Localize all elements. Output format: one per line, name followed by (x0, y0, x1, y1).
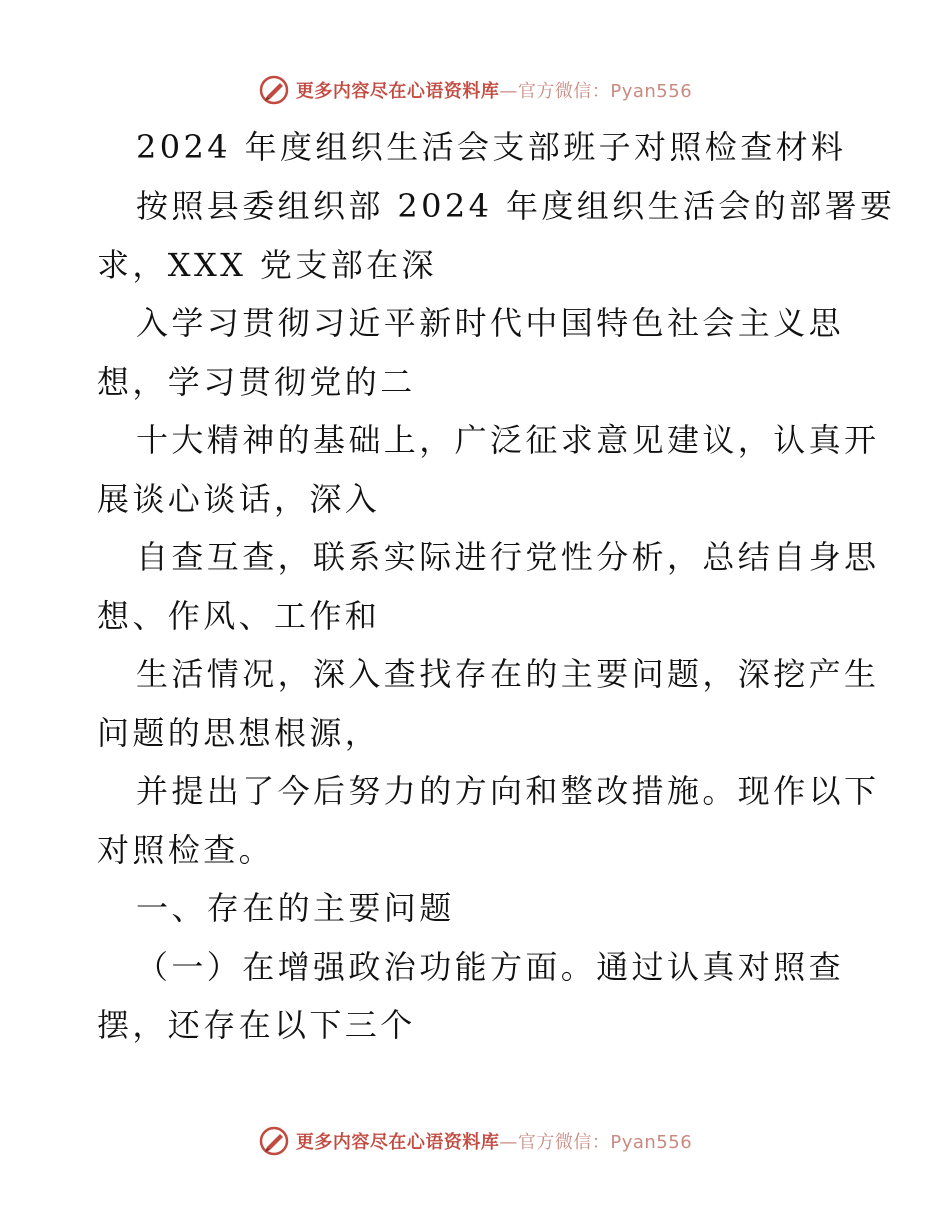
watermark-brand: 更多内容尽在心语资料库 (295, 1132, 500, 1153)
watermark-brand: 更多内容尽在心语资料库 (295, 81, 500, 102)
paragraph-line: 展谈心谈话，深入 (97, 480, 381, 518)
paragraph-line: 想、作风、工作和 (97, 597, 381, 635)
paragraph-line: 摆，还存在以下三个 (97, 1006, 416, 1044)
document-title: 2024 年度组织生活会支部班子对照检查材料 (136, 128, 847, 166)
paragraph-line: 并提出了今后努力的方向和整改措施。现作以下 (136, 772, 880, 810)
pen-logo-icon (258, 1125, 290, 1157)
watermark-suffix: —官方微信：Pyan556 (499, 81, 693, 102)
paragraph-line: 十大精神的基础上，广泛征求意见建议，认真开 (136, 421, 880, 459)
watermark-suffix: —官方微信：Pyan556 (499, 1132, 693, 1153)
paragraph-line: 生活情况，深入查找存在的主要问题，深挖产生 (136, 655, 880, 693)
header-watermark (0, 70, 950, 110)
paragraph-line: 按照县委组织部 2024 年度组织生活会的部署要 (136, 187, 896, 225)
watermark-text (296, 77, 692, 103)
paragraph-line: 求，XXX 党支部在深 (97, 246, 437, 284)
paragraph-line: 问题的思想根源， (97, 714, 381, 752)
paragraph-line: 入学习贯彻习近平新时代中国特色社会主义思 (136, 304, 845, 342)
footer-watermark (0, 1121, 950, 1161)
subsection-heading: （一）在增强政治功能方面。通过认真对照查 (136, 948, 845, 986)
paragraph-line: 想，学习贯彻党的二 (97, 363, 416, 401)
section-heading: 一、存在的主要问题 (136, 889, 455, 927)
watermark-text (296, 1128, 692, 1154)
pen-logo-icon (258, 74, 290, 106)
paragraph-line: 自查互查，联系实际进行党性分析，总结自身思 (136, 538, 880, 576)
paragraph-line: 对照检查。 (97, 831, 275, 869)
